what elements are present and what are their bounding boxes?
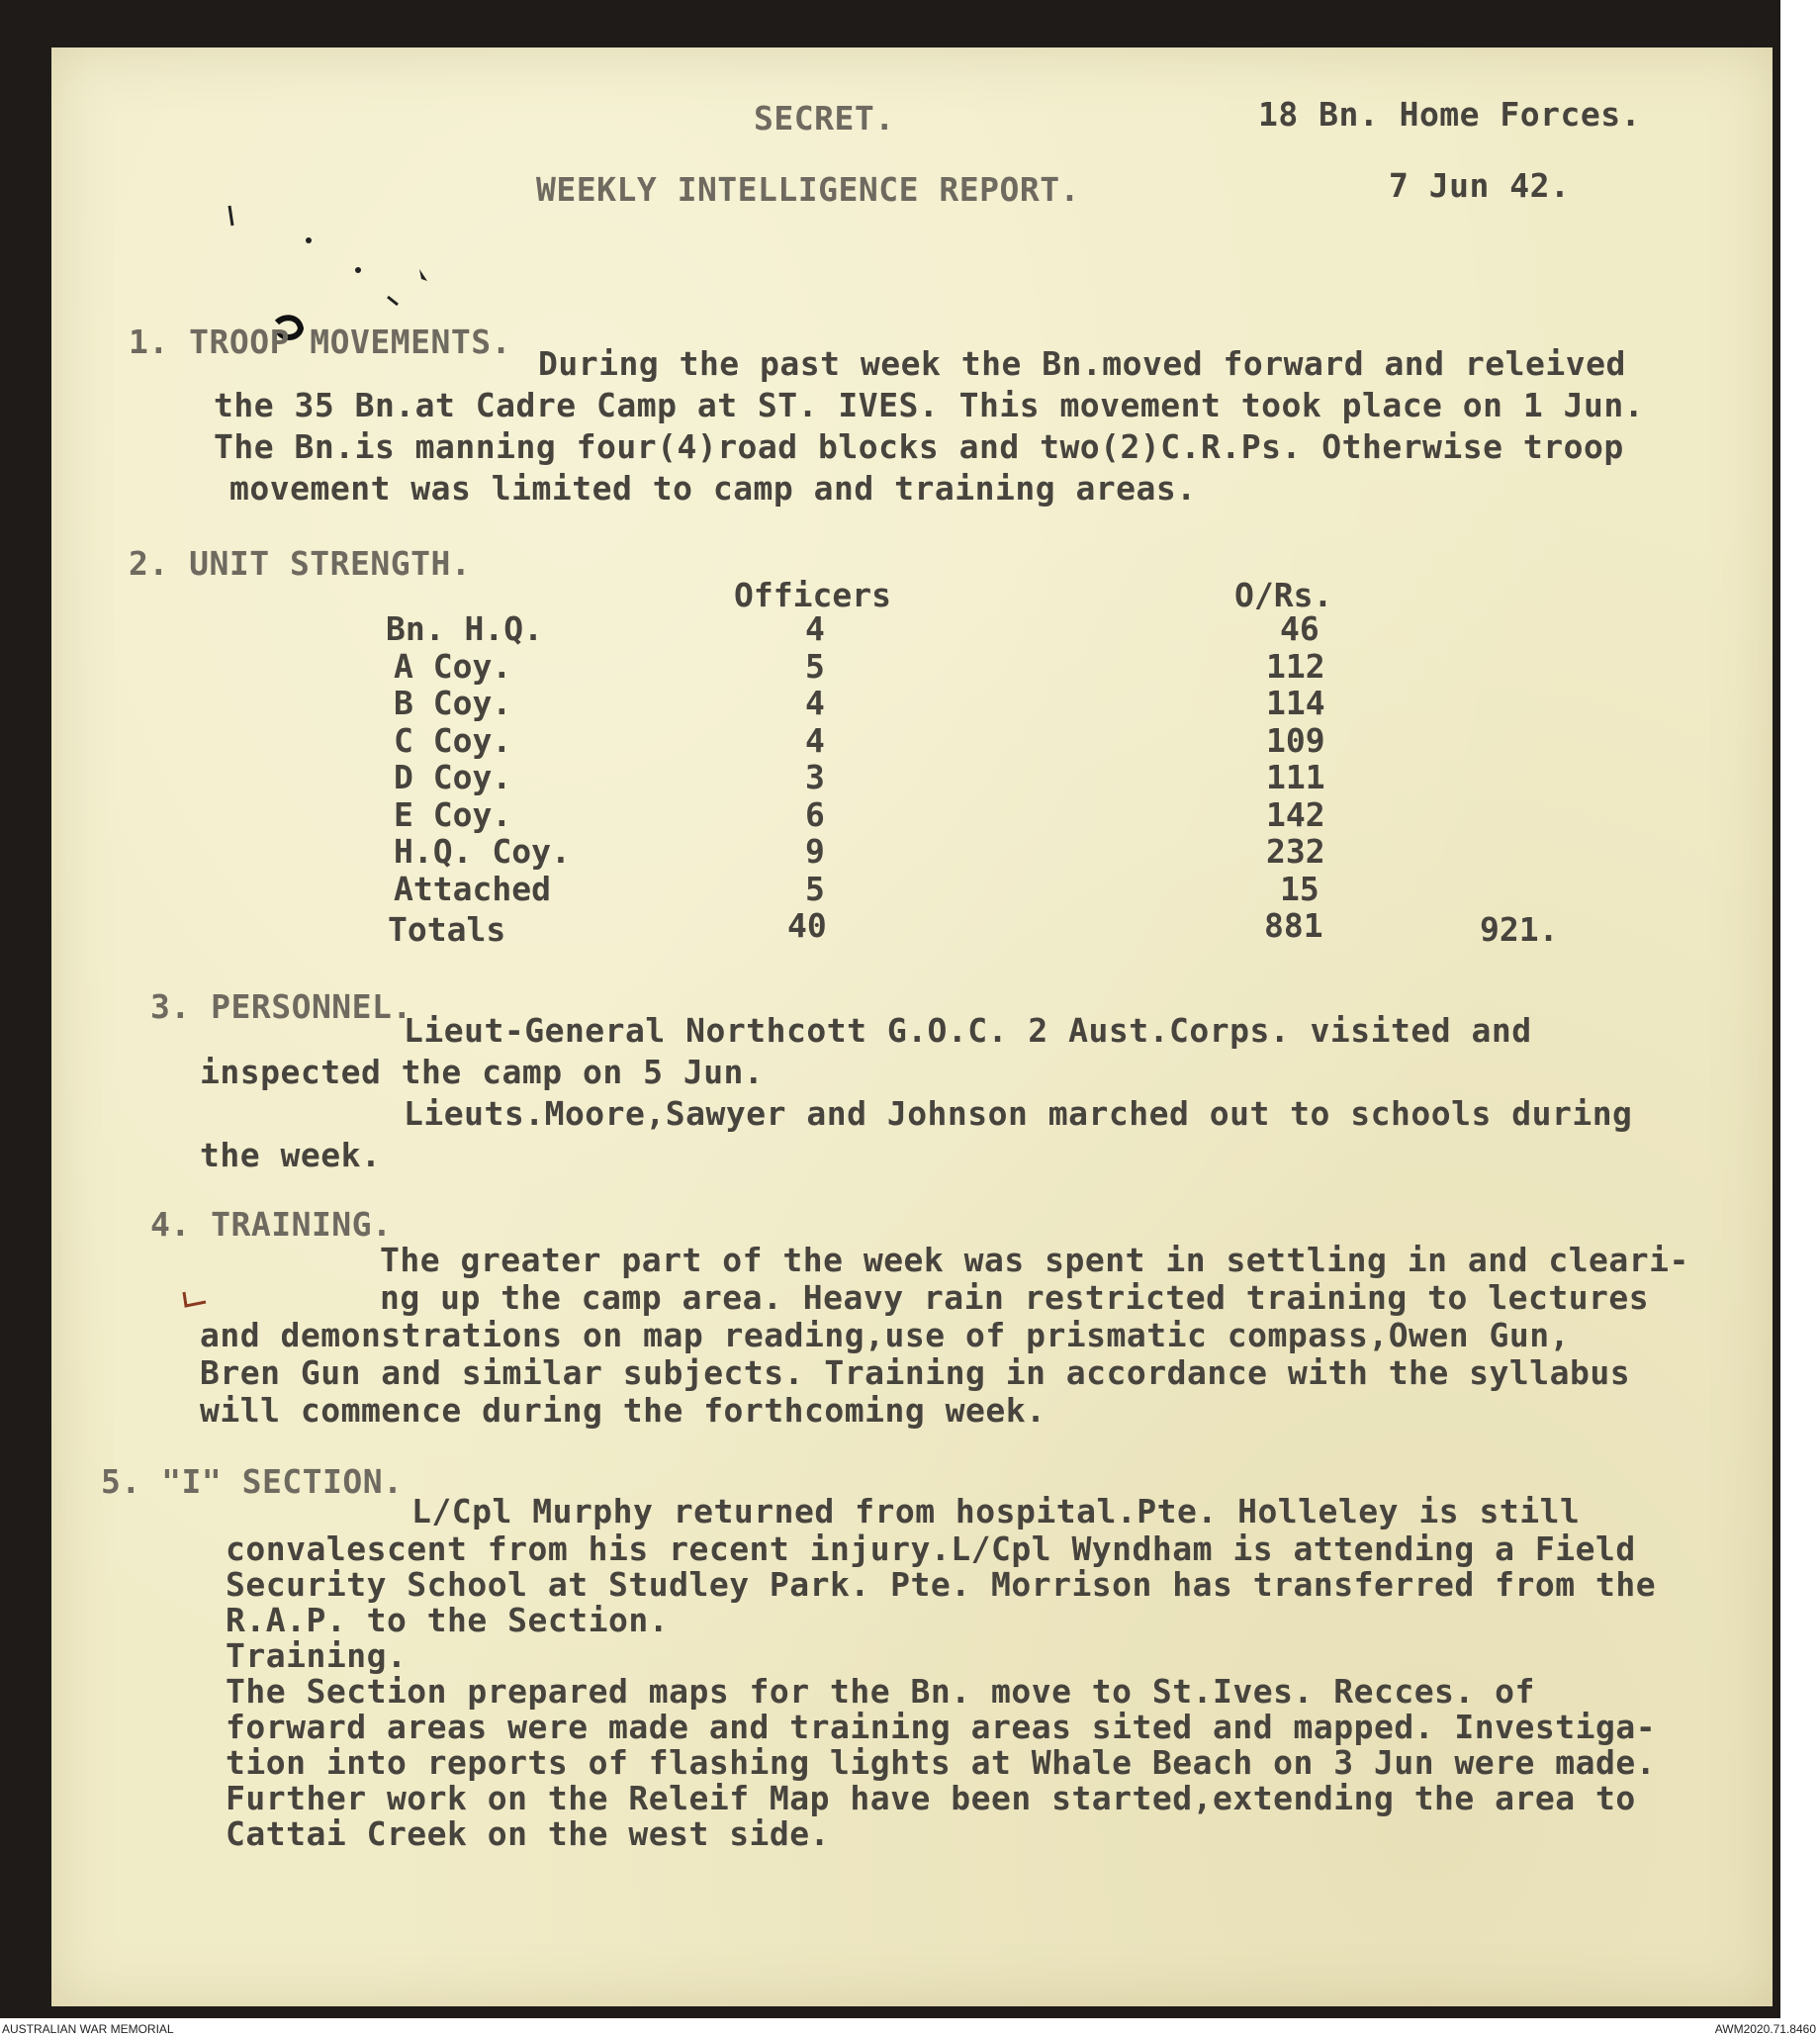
section-4-line-2: ng up the camp area. Heavy rain restricted training to lectures: [380, 1278, 1650, 1317]
strength-row-label: C Coy.: [394, 721, 512, 760]
section-5-heading: 5. "I" SECTION.: [101, 1462, 404, 1501]
strength-row-ors: 114: [1266, 684, 1325, 722]
strength-row-label: Bn. H.Q.: [386, 609, 543, 648]
strength-row-officers: 4: [805, 721, 825, 760]
section-1-line-4: movement was limited to camp and training areas.: [229, 469, 1197, 508]
section-4-line-3: and demonstrations on map reading,use of prismatic compass,Owen Gun,: [200, 1316, 1571, 1354]
section-5-line-8: tion into reports of flashing lights at Whale Beach on 3 Jun were made.: [226, 1743, 1657, 1782]
column-officers-header: Officers: [734, 576, 891, 614]
strength-row-officers: 4: [805, 684, 825, 722]
classification: SECRET.: [754, 99, 895, 138]
report-title: WEEKLY INTELLIGENCE REPORT.: [536, 170, 1080, 209]
section-5-line-10: Cattai Creek on the west side.: [226, 1814, 831, 1853]
section-3-line-1: Lieut-General Northcott G.O.C. 2 Aust.Corps. visited and: [404, 1011, 1532, 1050]
document-page: [51, 47, 1773, 2006]
strength-row-officers: 5: [805, 870, 825, 908]
strength-row-label: E Coy.: [394, 795, 512, 834]
strength-row-label: D Coy.: [394, 758, 512, 796]
strength-row-ors: 15: [1280, 870, 1320, 908]
strength-row-ors: 112: [1266, 647, 1325, 686]
section-1-heading: 1. TROOP MOVEMENTS.: [129, 323, 511, 361]
strength-row-ors: 111: [1266, 758, 1325, 796]
grand-total: 921.: [1480, 910, 1559, 949]
section-5-line-9: Further work on the Releif Map have been started,extending the area to: [226, 1779, 1636, 1817]
section-5-line-7: forward areas were made and training areas sited and mapped. Investiga-: [226, 1708, 1657, 1746]
strength-row-officers: 4: [805, 609, 825, 648]
section-2-heading: 2. UNIT STRENGTH.: [129, 544, 472, 583]
strength-row-officers: 9: [805, 832, 825, 871]
strength-row-label: B Coy.: [394, 684, 512, 722]
unit-designation: 18 Bn. Home Forces.: [1258, 95, 1641, 134]
section-3-line-2: inspected the camp on 5 Jun.: [200, 1053, 765, 1091]
section-4-heading: 4. TRAINING.: [150, 1205, 393, 1244]
strength-row-label: H.Q. Coy.: [394, 832, 571, 871]
section-3-line-3: Lieuts.Moore,Sawyer and Johnson marched out to schools during: [404, 1094, 1633, 1133]
section-5-line-1: L/Cpl Murphy returned from hospital.Pte. Holleley is still: [411, 1492, 1581, 1530]
footer-bar: [0, 2018, 1820, 2039]
section-1-line-1: During the past week the Bn.moved forward and releived: [538, 344, 1626, 383]
strength-row-ors: 232: [1266, 832, 1325, 871]
section-5-line-2: convalescent from his recent injury.L/Cpl Wyndham is attending a Field: [226, 1529, 1636, 1568]
section-3-line-4: the week.: [200, 1136, 382, 1174]
strength-row-label: Attached: [394, 870, 551, 908]
section-1-line-3: The Bn.is manning four(4)road blocks and two(2)C.R.Ps. Otherwise troop: [214, 427, 1624, 466]
strength-row-officers: 3: [805, 758, 825, 796]
section-4-line-5: will commence during the forthcoming week.: [200, 1391, 1046, 1430]
section-3-heading: 3. PERSONNEL.: [150, 987, 412, 1026]
section-4-line-1: The greater part of the week was spent in settling in and cleari-: [380, 1241, 1689, 1279]
totals-officers: 40: [787, 906, 827, 945]
footer-institution: AUSTRALIAN WAR MEMORIAL: [2, 2020, 174, 2039]
totals-label: Totals: [388, 910, 506, 949]
red-tick-mark: [178, 1286, 218, 1316]
section-5-line-6: The Section prepared maps for the Bn. move to St.Ives. Recces. of: [226, 1672, 1535, 1711]
footer-accession-number: AWM2020.71.8460: [1715, 2020, 1816, 2039]
report-date: 7 Jun 42.: [1389, 166, 1571, 205]
strength-row-ors: 46: [1280, 609, 1320, 648]
section-4-line-4: Bren Gun and similar subjects. Training in accordance with the syllabus: [200, 1353, 1631, 1392]
totals-ors: 881: [1264, 906, 1323, 945]
ink-marks-decoration: [160, 146, 516, 344]
section-5-line-3: Security School at Studley Park. Pte. Morrison has transferred from the: [226, 1565, 1657, 1604]
section-1-line-2: the 35 Bn.at Cadre Camp at ST. IVES. This movement took place on 1 Jun.: [214, 386, 1645, 424]
strength-row-officers: 6: [805, 795, 825, 834]
section-5-line-5: Training.: [226, 1636, 408, 1675]
strength-row-officers: 5: [805, 647, 825, 686]
strength-row-label: A Coy.: [394, 647, 512, 686]
column-ors-header: O/Rs.: [1234, 576, 1333, 614]
section-5-line-4: R.A.P. to the Section.: [226, 1601, 670, 1639]
strength-row-ors: 109: [1266, 721, 1325, 760]
strength-row-ors: 142: [1266, 795, 1325, 834]
